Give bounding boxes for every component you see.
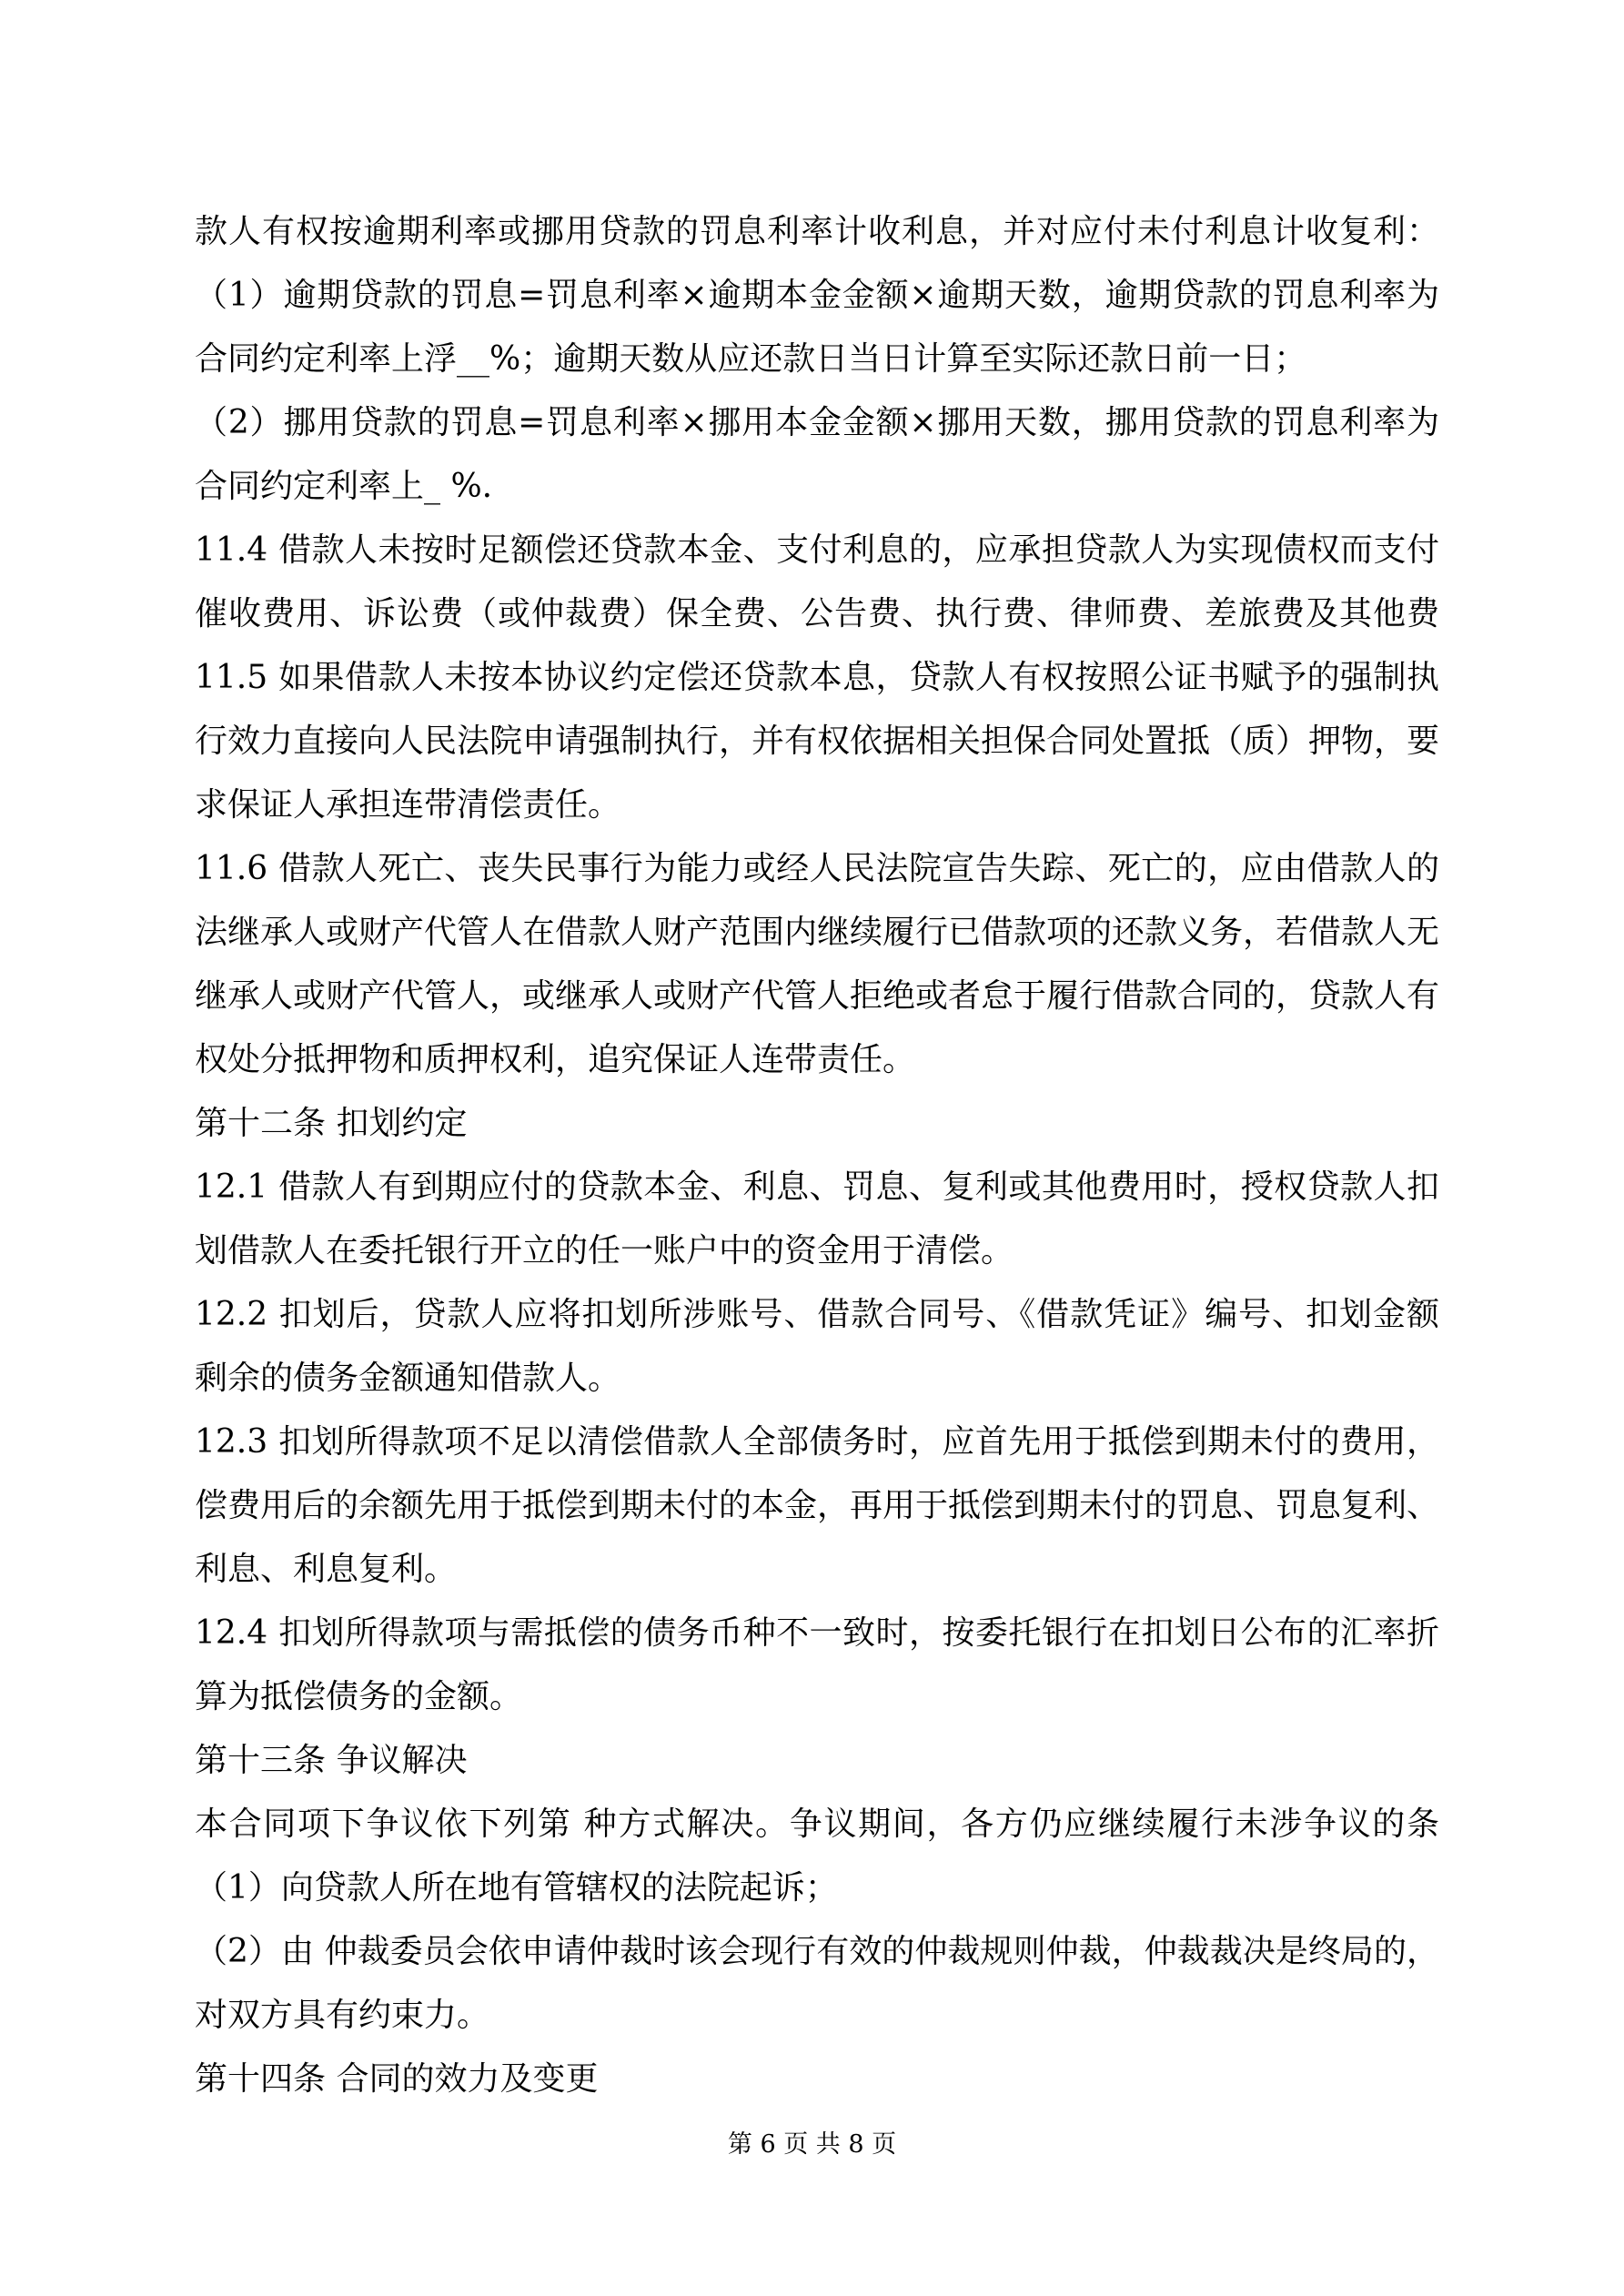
document-line: 偿费用后的余额先用于抵偿到期未付的本金，再用于抵偿到期未付的罚息、罚息复利、 — [195, 1487, 1439, 1524]
document-line: 对双方具有约束力。 — [195, 1997, 490, 2034]
page-number-footer: 第 6 页 共 8 页 — [727, 2130, 897, 2159]
document-line: 合同约定利率上_ %. — [195, 468, 493, 505]
document-line: （1）逾期贷款的罚息=罚息利率×逾期本金金额×逾期天数，逾期贷款的罚息利率为 — [195, 277, 1439, 314]
document-line: （2）挪用贷款的罚息=罚息利率×挪用本金金额×挪用天数，挪用贷款的罚息利率为 — [195, 404, 1439, 441]
document-line: 12.1 借款人有到期应付的贷款本金、利息、罚息、复利或其他费用时，授权贷款人扣 — [195, 1168, 1439, 1206]
document-line: 催收费用、诉讼费（或仲裁费）保全费、公告费、执行费、律师费、差旅费及其他费 — [195, 595, 1439, 632]
document-line: 第十三条 争议解决 — [195, 1742, 468, 1779]
document-line: 款人有权按逾期利率或挪用贷款的罚息利率计收利息，并对应付未付利息计收复利： — [195, 213, 1439, 250]
document-line: 第十二条 扣划约定 — [195, 1105, 468, 1142]
document-line: 求保证人承担连带清偿责任。 — [195, 786, 621, 824]
document-line: 11.6 借款人死亡、丧失民事行为能力或经人民法院宣告失踪、死亡的，应由借款人的 — [195, 850, 1439, 887]
document-line: 11.5 如果借款人未按本协议约定偿还贷款本息，贷款人有权按照公证书赋予的强制执 — [195, 659, 1439, 696]
document-line: 第十四条 合同的效力及变更 — [195, 2060, 599, 2098]
document-line: 划借款人在委托银行开立的任一账户中的资金用于清偿。 — [195, 1232, 1014, 1269]
document-line: 合同约定利率上浮__%；逾期天数从应还款日当日计算至实际还款日前一日； — [195, 340, 1307, 378]
document-line: 12.3 扣划所得款项不足以清偿借款人全部债务时，应首先用于抵偿到期未付的费用， — [195, 1423, 1439, 1461]
document-line: （2）由 仲裁委员会依申请仲裁时该会现行有效的仲裁规则仲裁，仲裁裁决是终局的， — [195, 1933, 1439, 1970]
document-line: 利息、利息复利。 — [195, 1551, 458, 1588]
document-line: 本合同项下争议依下列第 种方式解决。争议期间，各方仍应继续履行未涉争议的条 — [195, 1805, 1439, 1843]
document-line: 继承人或财产代管人，或继承人或财产代管人拒绝或者怠于履行借款合同的，贷款人有 — [195, 977, 1439, 1015]
document-line: 法继承人或财产代管人在借款人财产范围内继续履行已借款项的还款义务，若借款人无 — [195, 914, 1439, 951]
document-line: 算为抵偿债务的金额。 — [195, 1678, 523, 1715]
document-line: 权处分抵押物和质押权利，追究保证人连带责任。 — [195, 1041, 916, 1078]
document-line: （1）向贷款人所在地有管辖权的法院起诉； — [195, 1869, 838, 1907]
document-line: 11.4 借款人未按时足额偿还贷款本金、支付利息的，应承担贷款人为实现债权而支付 — [195, 531, 1439, 569]
document-line: 12.4 扣划所得款项与需抵偿的债务币种不一致时，按委托银行在扣划日公布的汇率折 — [195, 1614, 1439, 1652]
document-line: 剩余的债务金额通知借款人。 — [195, 1360, 621, 1397]
document-line: 12.2 扣划后，贷款人应将扣划所涉账号、借款合同号、《借款凭证》编号、扣划金额 — [195, 1296, 1439, 1333]
document-line: 行效力直接向人民法院申请强制执行，并有权依据相关担保合同处置抵（质）押物，要 — [195, 723, 1439, 760]
